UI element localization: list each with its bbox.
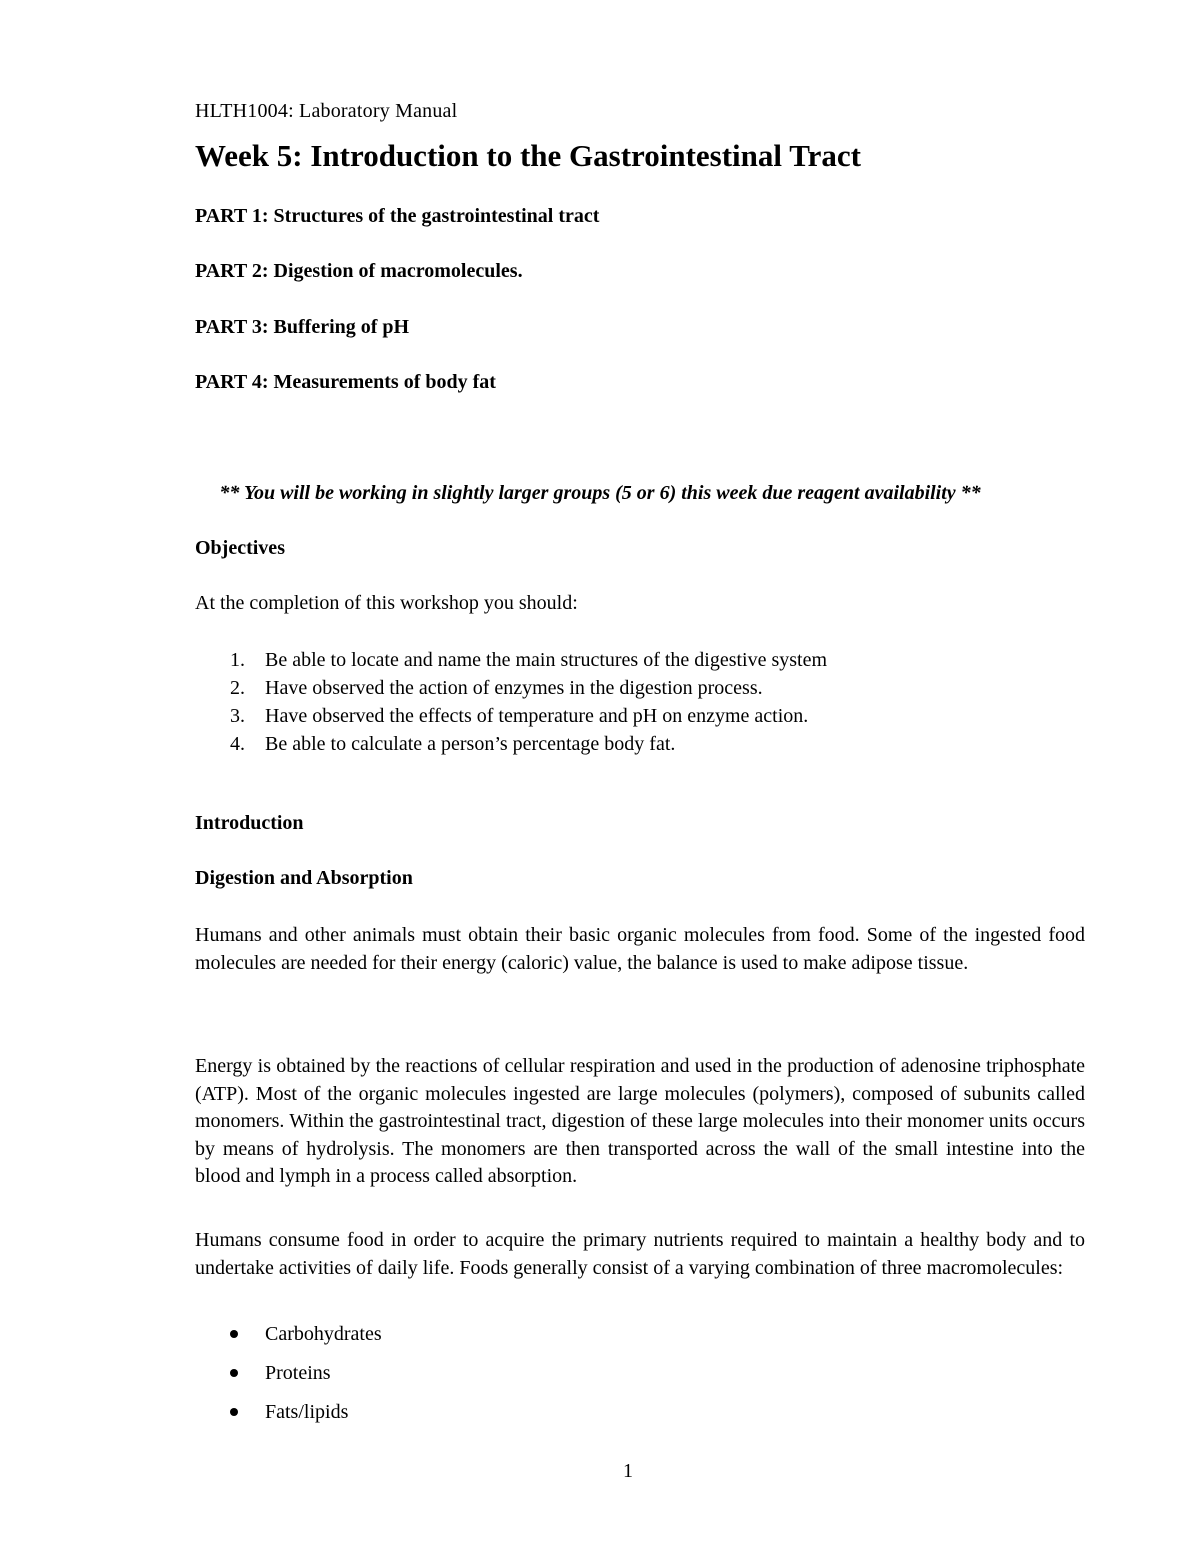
- group-size-note: ** You will be working in slightly larger groups (5 or 6) this week due reagent availability **: [219, 482, 981, 504]
- intro-paragraph-2: Energy is obtained by the reactions of cellular respiration and used in the production of adenosine triphosphate (ATP). Most of the organic molecules ingested are large molecules (polymers), composed of subunits called monomers. Within the gastrointestinal tract, digestion of these large molecules into their monomer units occurs by means of hydrolysis. The monomers are then transported across the wall of the small intestine into the blood and lymph in a process called absorption.: [195, 1055, 1085, 1187]
- intro-paragraph-1: Humans and other animals must obtain their basic organic molecules from food. Some of the ingested food molecules are needed for their energy (caloric) value, the balance is used to make adipose tissue.: [195, 924, 1085, 974]
- list-item-text: Proteins: [265, 1362, 331, 1384]
- part-3-heading: PART 3: Buffering of pH: [195, 316, 410, 338]
- objective-text: Be able to calculate a person’s percentage body fat.: [265, 733, 676, 755]
- bullet-icon: [230, 1330, 238, 1338]
- bullet-icon: [230, 1408, 238, 1416]
- intro-paragraph-3: Humans consume food in order to acquire the primary nutrients required to maintain a healthy body and to undertake activities of daily life. Foods generally consist of a varying combination of three macromolecules:: [195, 1229, 1085, 1279]
- list-item-text: Carbohydrates: [265, 1323, 382, 1345]
- objective-number: 4.: [230, 733, 245, 755]
- objectives-heading: Objectives: [195, 537, 285, 559]
- objective-number: 3.: [230, 705, 245, 727]
- part-1-heading: PART 1: Structures of the gastrointestinal tract: [195, 205, 600, 227]
- page-number: 1: [623, 1460, 633, 1482]
- introduction-heading: Introduction: [195, 812, 304, 834]
- part-2-heading: PART 2: Digestion of macromolecules.: [195, 260, 523, 282]
- objective-number: 2.: [230, 677, 245, 699]
- objectives-intro: At the completion of this workshop you should:: [195, 592, 578, 614]
- objective-text: Have observed the effects of temperature and pH on enzyme action.: [265, 705, 809, 727]
- digestion-absorption-heading: Digestion and Absorption: [195, 867, 413, 889]
- objective-number: 1.: [230, 649, 245, 671]
- list-item-text: Fats/lipids: [265, 1401, 349, 1423]
- document-header: HLTH1004: Laboratory Manual: [195, 100, 458, 122]
- bullet-icon: [230, 1369, 238, 1377]
- part-4-heading: PART 4: Measurements of body fat: [195, 371, 496, 393]
- objective-text: Be able to locate and name the main structures of the digestive system: [265, 649, 828, 671]
- page-title: Week 5: Introduction to the Gastrointestinal Tract: [195, 138, 861, 173]
- objective-text: Have observed the action of enzymes in the digestion process.: [265, 677, 763, 699]
